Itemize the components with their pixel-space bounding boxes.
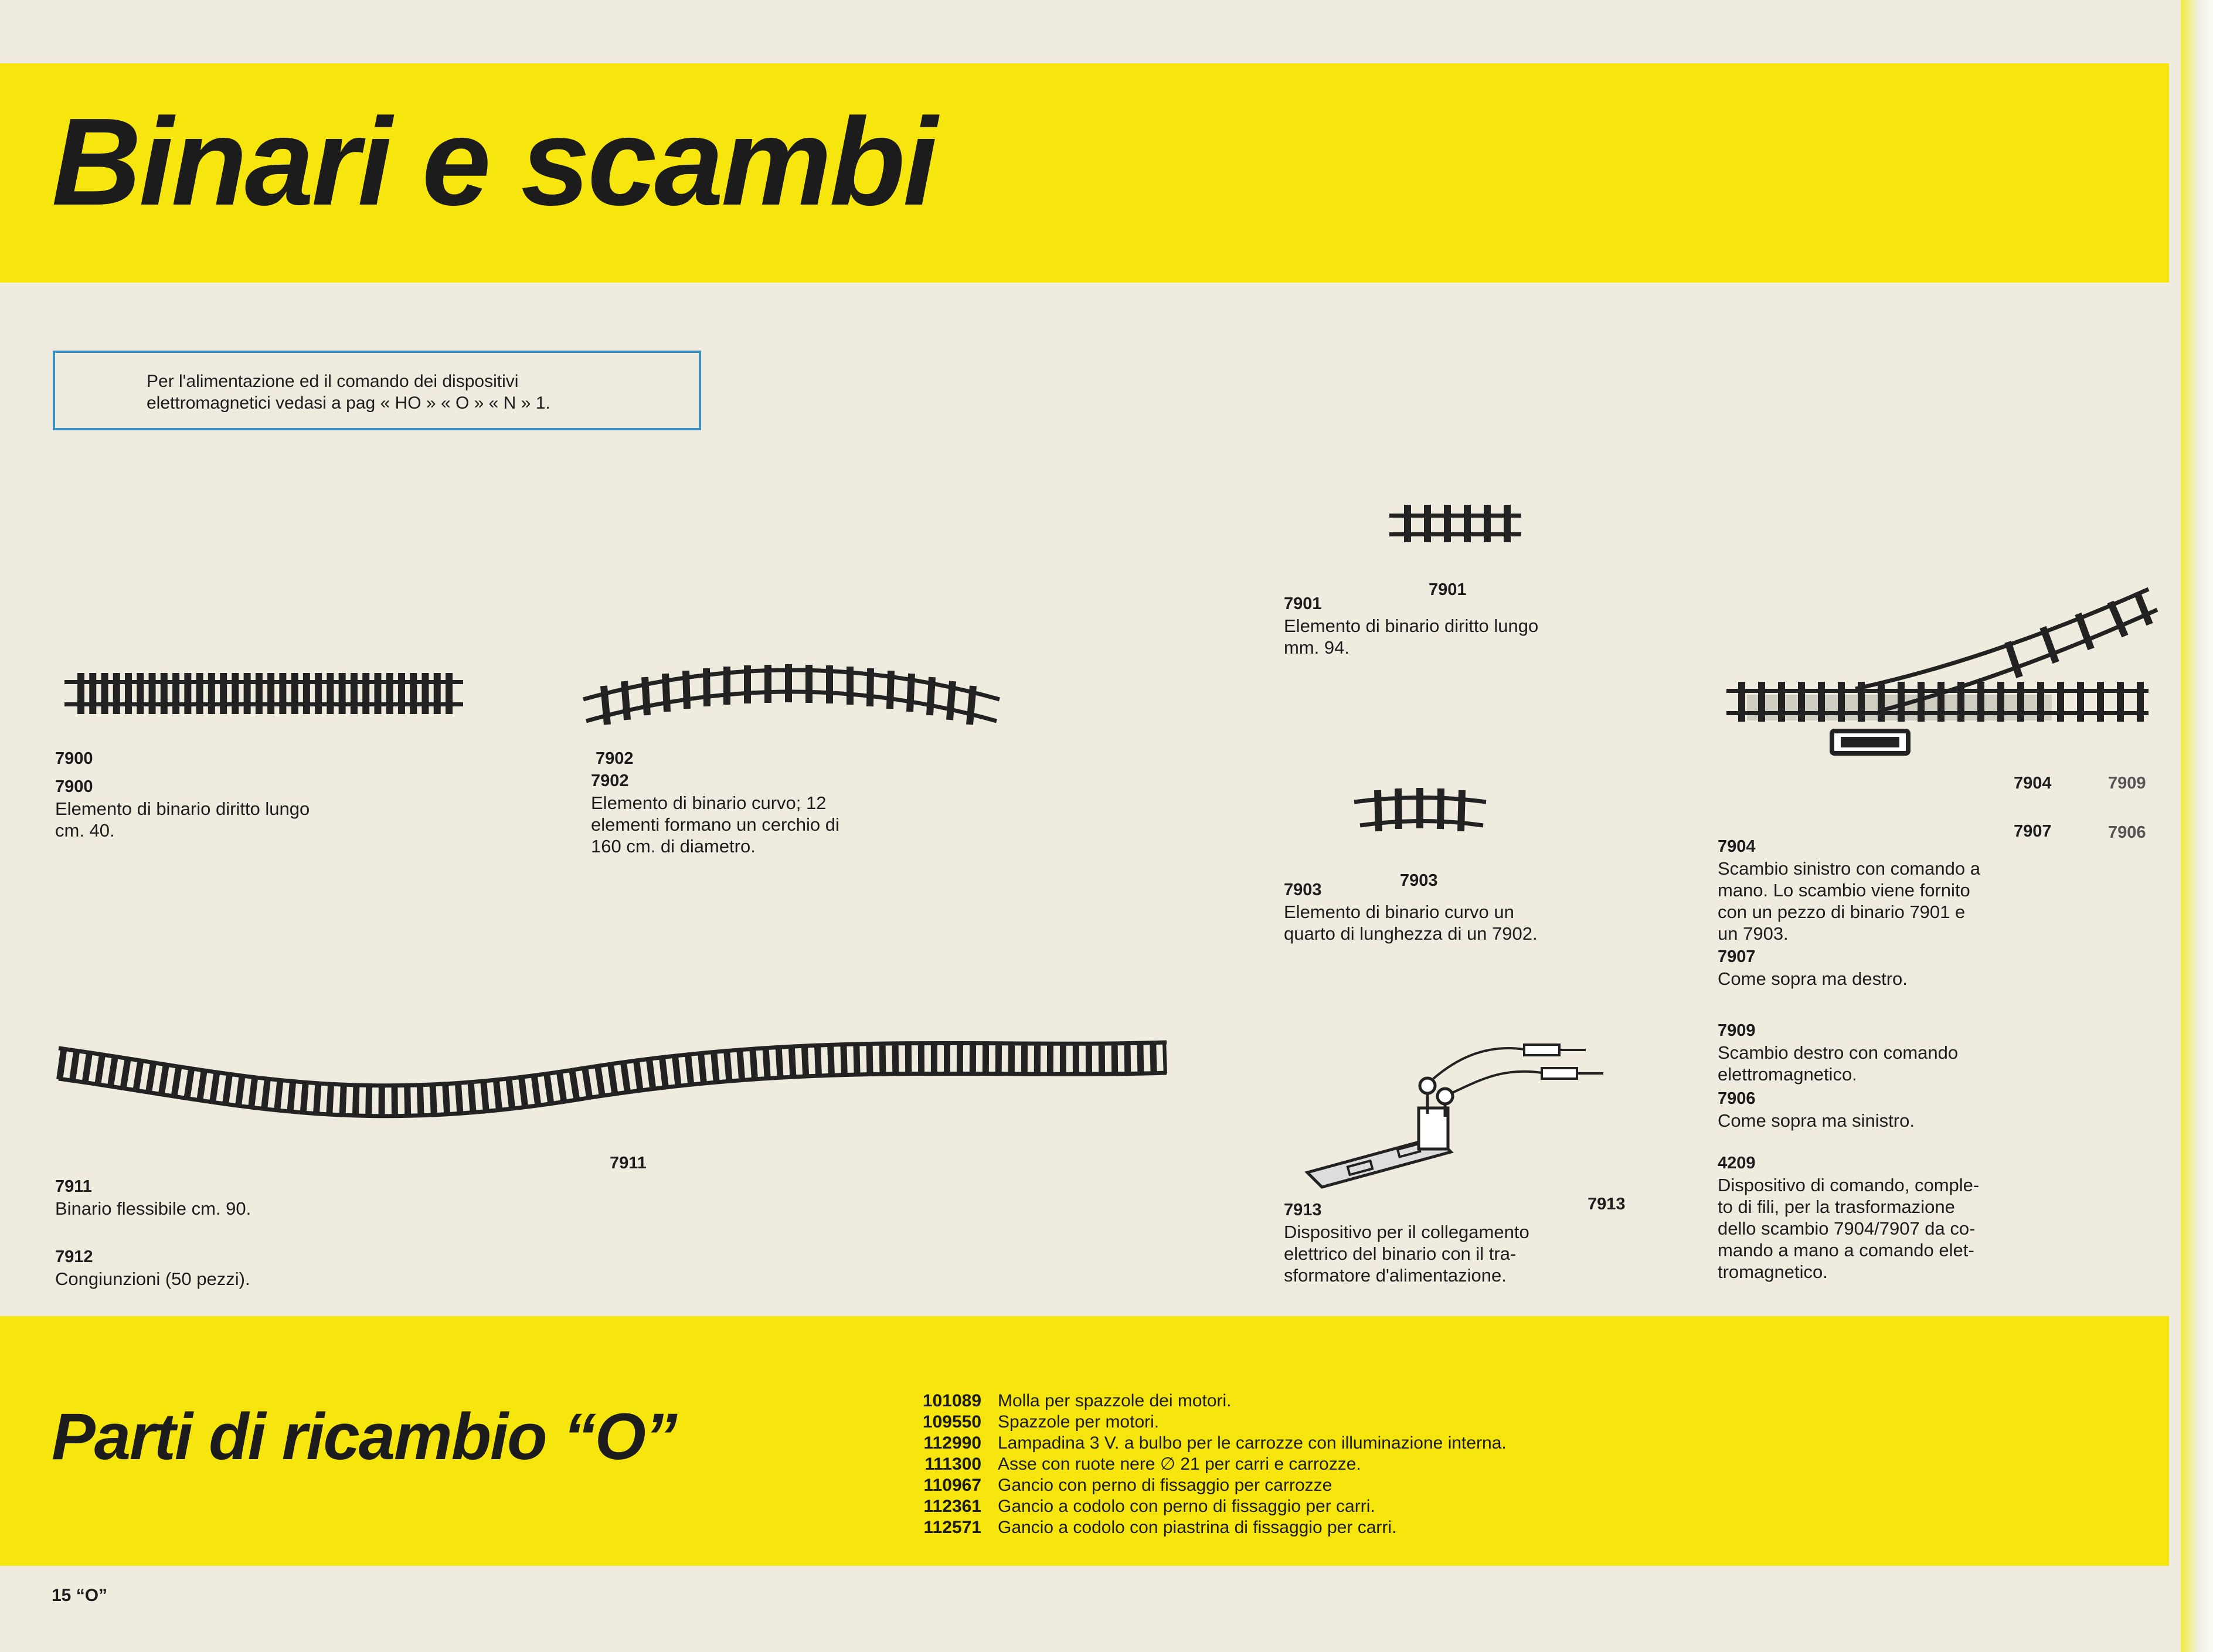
note-line-1: Per l'alimentazione ed il comando dei dispositivi: [147, 372, 519, 391]
part-code: 111300: [924, 1454, 981, 1474]
parts-row: [912, 1517, 1507, 1538]
item-7911: [55, 1176, 407, 1219]
item-desc: Scambio sinistro con comando a mano. Lo scambio viene fornito con un pezzo di binario 7901 e un 7903.: [1718, 858, 1981, 944]
item-desc: Elemento di binario diritto lungo cm. 40.: [55, 798, 310, 841]
item-code: 7904: [1718, 837, 1756, 856]
item-desc: Dispositivo di comando, comple- to di fili, per la trasformazione dello scambio 7904/7907 da co- mando a mano a comando elet- tromagnetico.: [1718, 1175, 1980, 1282]
item-code: 7903: [1284, 881, 1322, 899]
switch-label-7906: 7906: [2108, 823, 2146, 842]
parts-row: [912, 1496, 1507, 1517]
parts-row: [912, 1454, 1507, 1475]
item-desc: Come sopra ma destro.: [1718, 968, 1908, 989]
item-desc: Scambio destro con comando elettromagnetico.: [1718, 1042, 1959, 1085]
straight-track-7901-image: [1389, 502, 1524, 546]
item-4209: [1718, 1153, 2052, 1283]
item-desc: Elemento di binario diritto lungo mm. 94.: [1284, 616, 1539, 658]
item-7901: [1284, 593, 1612, 658]
part-code: 112571: [923, 1518, 981, 1537]
item-code: 4209: [1718, 1154, 1756, 1172]
label-7903: 7903: [1400, 871, 1438, 890]
parts-row: [912, 1412, 1507, 1433]
part-code: 101089: [922, 1391, 981, 1410]
switch-track-image: [1726, 577, 2160, 765]
label-7900: 7900: [55, 749, 93, 768]
item-code: 7907: [1718, 947, 1756, 966]
switch-label-7907: 7907: [2014, 822, 2052, 841]
item-desc: Binario flessibile cm. 90.: [55, 1198, 251, 1219]
item-7909: [1718, 1020, 2052, 1085]
item-7913: [1284, 1199, 1624, 1286]
flexible-track-7911-image: [53, 1036, 1178, 1142]
item-desc: Elemento di binario curvo un quarto di lunghezza di un 7902.: [1284, 902, 1538, 944]
item-code: 7912: [55, 1248, 93, 1266]
item-7912: [55, 1246, 407, 1290]
label-7902: 7902: [596, 749, 634, 768]
part-desc: Asse con ruote nere ∅ 21 per carri e carrozze.: [998, 1454, 1361, 1474]
parts-row: [912, 1391, 1507, 1412]
part-code: 112361: [923, 1497, 981, 1516]
item-desc: Elemento di binario curvo; 12 elementi formano un cerchio di 160 cm. di diametro.: [591, 793, 839, 856]
straight-track-7900-image: [64, 667, 469, 726]
item-7906: [1718, 1088, 2052, 1131]
parts-title: Parti di ricambio “O”: [52, 1400, 677, 1473]
switch-label-7909: 7909: [2108, 774, 2146, 793]
item-code: 7911: [55, 1177, 92, 1196]
part-desc: Gancio con perno di fissaggio per carrozze: [998, 1476, 1332, 1495]
page-number: 15 “O”: [52, 1586, 108, 1605]
item-7902: [591, 770, 907, 857]
label-7901: 7901: [1429, 580, 1467, 599]
part-desc: Molla per spazzole dei motori.: [998, 1391, 1232, 1410]
part-code: 110967: [923, 1476, 981, 1495]
item-7907: [1718, 946, 2052, 990]
item-code: 7913: [1284, 1201, 1322, 1219]
item-code: 7906: [1718, 1089, 1756, 1108]
item-desc: Congiunzioni (50 pezzi).: [55, 1269, 250, 1289]
curved-track-7903-image: [1354, 784, 1489, 837]
label-7913: 7913: [1587, 1195, 1626, 1213]
item-desc: Come sopra ma sinistro.: [1718, 1110, 1915, 1131]
parts-row: [912, 1475, 1507, 1496]
note-line-2: elettromagnetici vedasi a pag « HO » « O » « N » 1.: [147, 393, 550, 413]
item-code: 7909: [1718, 1021, 1756, 1040]
part-desc: Lampadina 3 V. a bulbo per le carrozze con illuminazione interna.: [998, 1433, 1507, 1453]
page-title: Binari e scambi: [52, 92, 936, 231]
page-edge: [2181, 0, 2213, 1652]
item-7900: [55, 776, 372, 841]
parts-list: [912, 1391, 1507, 1538]
curved-track-7902-image: [580, 650, 1008, 732]
item-code: 7900: [55, 777, 93, 796]
switch-label-7904: 7904: [2014, 774, 2052, 793]
item-code: 7902: [591, 771, 629, 790]
parts-row: [912, 1433, 1507, 1454]
note-box: [53, 351, 701, 430]
connector-7913-image: [1301, 1038, 1630, 1190]
part-code: 109550: [922, 1412, 981, 1432]
part-desc: Spazzole per motori.: [998, 1412, 1160, 1432]
part-code: 112990: [923, 1433, 981, 1453]
label-7911: 7911: [610, 1154, 647, 1172]
item-7904: [1718, 836, 2052, 944]
item-7903: [1284, 879, 1612, 944]
part-desc: Gancio a codolo con piastrina di fissaggio per carri.: [998, 1518, 1397, 1537]
item-code: 7901: [1284, 594, 1322, 613]
item-desc: Dispositivo per il collegamento elettrico del binario con il tra- sformatore d'alimentazione.: [1284, 1222, 1529, 1286]
part-desc: Gancio a codolo con perno di fissaggio per carri.: [998, 1497, 1375, 1516]
